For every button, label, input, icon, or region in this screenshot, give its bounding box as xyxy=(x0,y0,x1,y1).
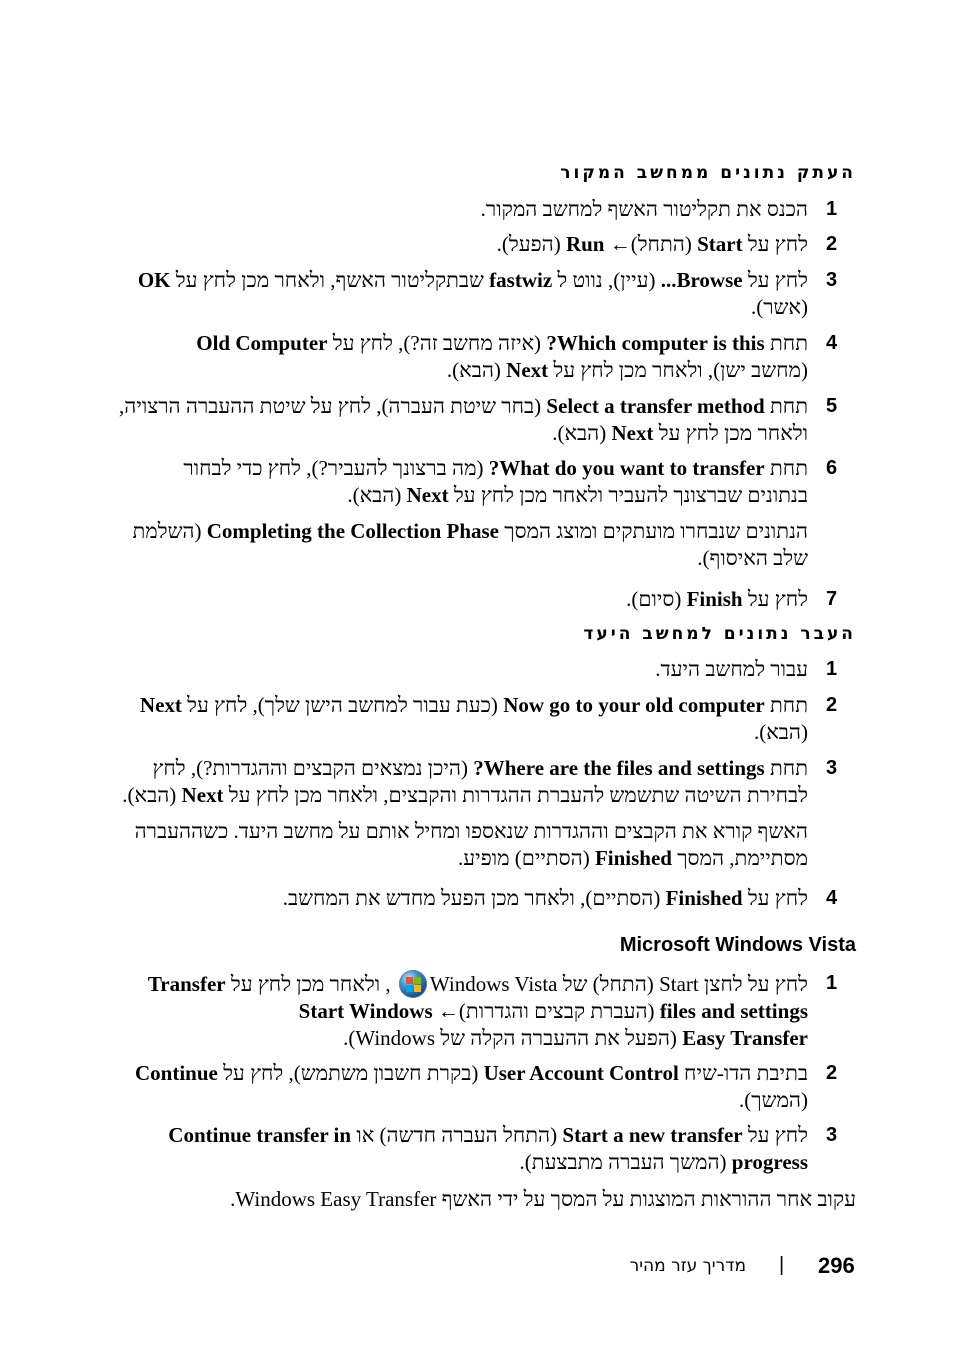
page-number: 296 xyxy=(818,1253,855,1278)
step-number: 4 xyxy=(826,887,838,909)
step-number: 3 xyxy=(826,269,838,291)
step-text: תחת What do you want to transfer? (מה ברצונך להעביר?), לחץ כדי לבחור בנתונים שברצונך להעביר ולאחר מכן לחץ על Next (הבא). xyxy=(183,456,808,507)
step-text: עבור למחשב היעד. xyxy=(655,657,808,681)
step-text: לחץ על Browse... (עיין), נווט ל fastwiz שבתקליטור האשף, ולאחר מכן לחץ על OK (אשר). xyxy=(137,268,808,319)
step-text: לחץ על לחצן Start (התחל) של Windows Vista , ולאחר מכן לחץ על Transfer files and settings (העברת קבצים והגדרות)← Start Windows Easy Transfer (הפעל את ההעברה הקלה של Windows). xyxy=(147,972,808,1050)
step-number: 2 xyxy=(826,233,838,255)
section-heading-vista: Microsoft Windows Vista xyxy=(619,934,856,956)
step-text: תחת Where are the files and settings? (היכן נמצאים הקבצים וההגדרות?), לחץ לבחירת השיטה שתשמש להעברת ההגדרות והקבצים, ולאחר מכן לחץ על Next (הבא). xyxy=(122,756,808,807)
step-text: לחץ על Finished (הסתיים), ולאחר מכן הפעל מחדש את המחשב. xyxy=(282,886,808,910)
step-number: 1 xyxy=(826,658,838,680)
step-number: 2 xyxy=(826,1062,838,1084)
section-heading-transfer-target: העבר נתונים למחשב היעד xyxy=(583,624,856,644)
step-number: 4 xyxy=(826,332,838,354)
note-text: הנתונים שנבחרו מועתקים ומוצג המסך Completing the Collection Phase (השלמת שלב האיסוף). xyxy=(132,519,808,570)
step-text: בתיבת הדו-שיח User Account Control (בקרת חשבון משתמש), לחץ על Continue (המשך). xyxy=(135,1061,808,1112)
step-number: 5 xyxy=(826,395,838,417)
step-text: תחת Select a transfer method (בחר שיטת העברה), לחץ על שיטת ההעברה הרצויה, ולאחר מכן לחץ על Next (הבא). xyxy=(119,394,808,445)
step-number: 6 xyxy=(826,457,838,479)
step-text: לחץ על Start (התחל)← Run (הפעל). xyxy=(496,232,808,256)
note-text: האשף קורא את הקבצים וההגדרות שנאספו ומחיל אותם על מחשב היעד. כשההעברה מסתיימת, המסך Finished (הסתיים) מופיע. xyxy=(134,819,808,870)
step-number: 1 xyxy=(826,198,838,220)
footer-title: מדריך עזר מהיר xyxy=(629,1256,746,1276)
step-number: 1 xyxy=(826,972,838,994)
step-text: לחץ על Start a new transfer (התחל העברה חדשה) או Continue transfer in progress (המשך העברה מתבצעת). xyxy=(168,1123,808,1174)
step-number: 7 xyxy=(826,588,838,610)
section-heading-copy-source: העתק נתונים ממחשב המקור xyxy=(560,163,856,183)
step-text: תחת Which computer is this? (איזה מחשב זה?), לחץ על Old Computer (מחשב ישן), ולאחר מכן לחץ על Next (הבא). xyxy=(196,331,808,382)
final-instruction: עקוב אחר ההוראות המוצגות על המסך על ידי האשף Windows Easy Transfer. xyxy=(230,1187,856,1211)
step-number: 2 xyxy=(826,694,838,716)
windows-vista-start-icon xyxy=(399,970,427,998)
step-text: הכנס את תקליטור האשף למחשב המקור. xyxy=(480,197,808,221)
footer-separator: | xyxy=(779,1254,785,1276)
step-text: תחת Now go to your old computer (כעת עבור למחשב הישן שלך), לחץ על Next (הבא). xyxy=(139,693,808,744)
step-text: לחץ על Finish (סיום). xyxy=(626,587,808,611)
step-number: 3 xyxy=(826,757,838,779)
step-number: 3 xyxy=(826,1124,838,1146)
